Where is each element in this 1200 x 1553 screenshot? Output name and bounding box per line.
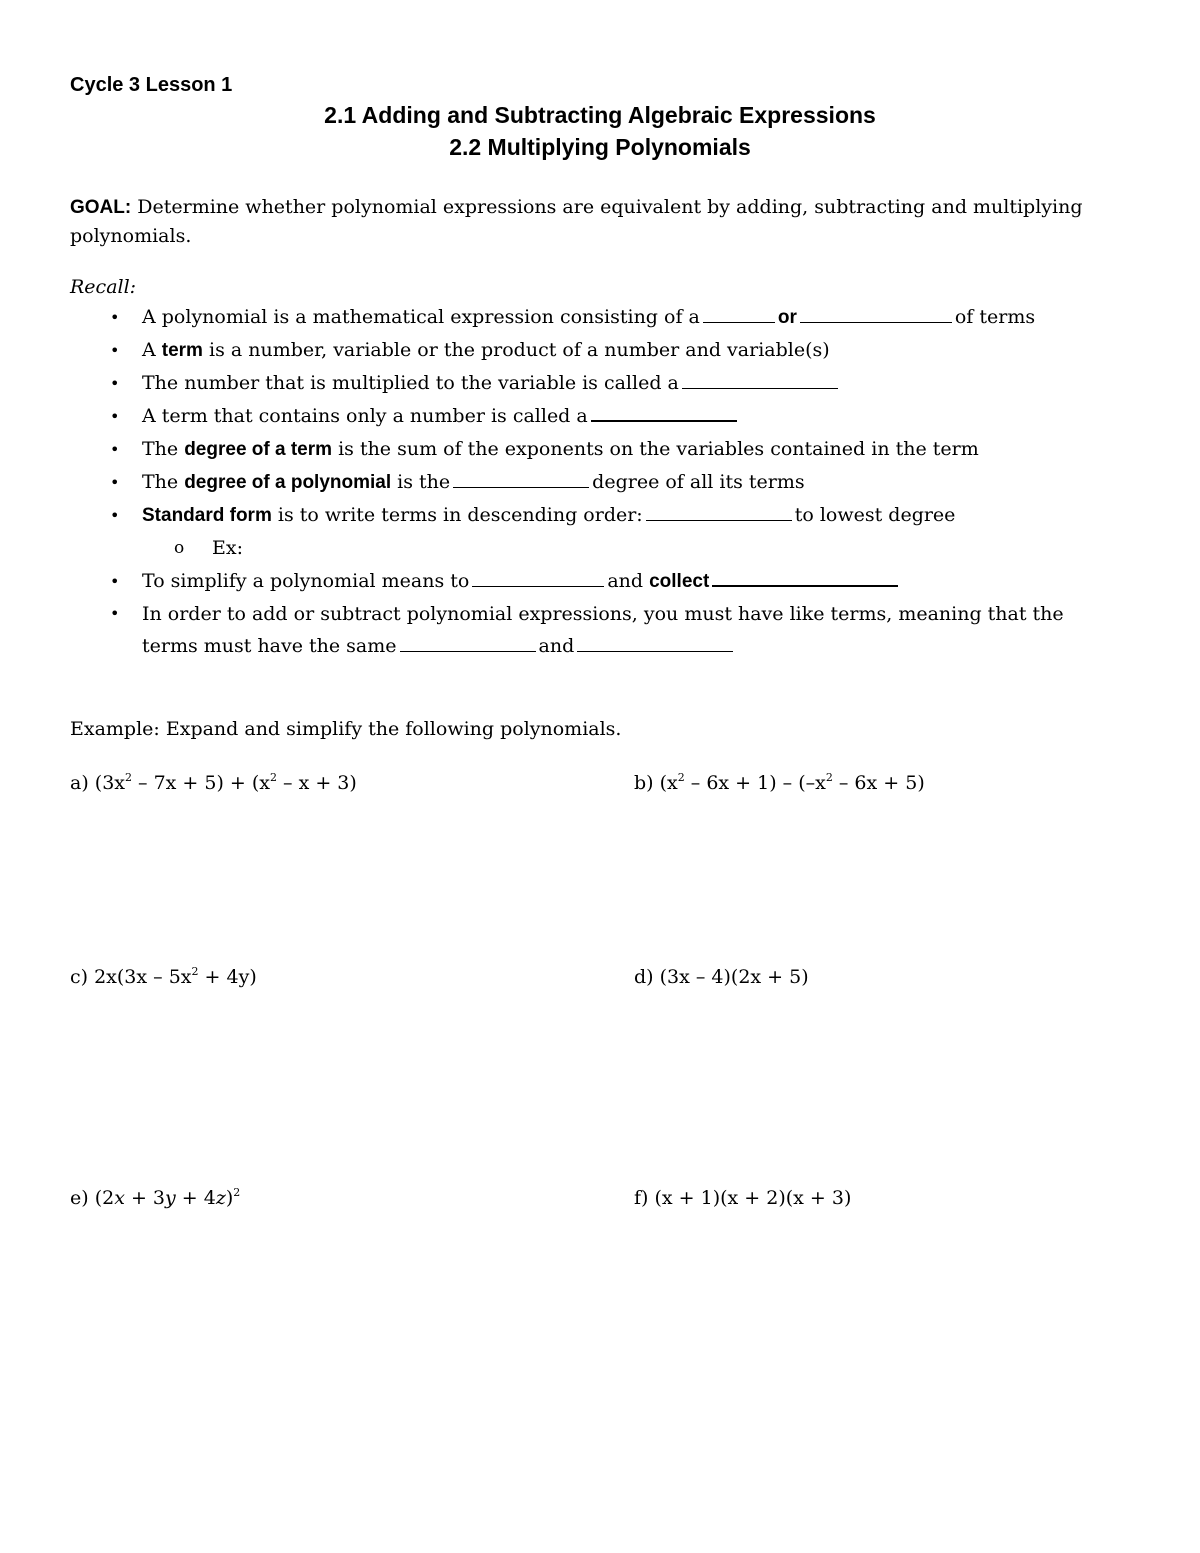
problem-d: d) (3x – 4)(2x + 5) [634, 966, 809, 988]
list-item [108, 400, 1108, 433]
list-item [108, 466, 1108, 499]
bold-term: collect [649, 571, 710, 592]
problem-text: – x + 3) [277, 772, 357, 794]
problem-text: b) (x [634, 772, 678, 794]
problem-e [70, 1187, 240, 1209]
problem-c [70, 966, 257, 988]
recall-heading: Recall: [70, 276, 137, 298]
list-item [108, 367, 1108, 400]
bullet-text: A polynomial is a mathematical expression consisting of a [142, 306, 700, 328]
bullet-text: The [142, 471, 185, 493]
variable: y [165, 1187, 176, 1209]
problem-text: ) [225, 1187, 234, 1209]
list-item [108, 499, 1108, 532]
variable: z [215, 1187, 226, 1209]
bullet-text: In order to add or subtract polynomial expressions, you must have like terms, meaning that the terms must have the same [142, 603, 1064, 657]
problem-text: + 4y) [198, 966, 257, 988]
bullet-text: and [538, 635, 575, 657]
bullet-text: A [142, 339, 162, 361]
problem-b [634, 772, 925, 794]
fill-blank[interactable] [712, 567, 898, 587]
example-instructions: Example: Expand and simplify the following polynomials. [70, 718, 622, 740]
lesson-title-2: 2.2 Multiplying Polynomials [449, 134, 751, 160]
recall-list [108, 301, 1108, 662]
bullet-icon: • [110, 473, 120, 492]
problem-f: f) (x + 1)(x + 2)(x + 3) [634, 1187, 852, 1209]
list-item [108, 334, 1108, 367]
sub-bullet-icon: o [174, 538, 185, 558]
list-item [108, 598, 1108, 662]
problem-text: – 6x + 5) [832, 772, 925, 794]
problem-text: a) (3x [70, 772, 125, 794]
cycle-label: Cycle 3 Lesson 1 [70, 74, 233, 96]
fill-blank[interactable] [703, 304, 775, 323]
bold-term: term [161, 340, 203, 361]
fill-blank[interactable] [577, 633, 733, 652]
problem-text: + 4 [175, 1187, 216, 1209]
bullet-text: A term that contains only a number is called a [142, 405, 588, 427]
goal-label: GOAL: [70, 197, 132, 218]
fill-blank[interactable] [682, 370, 838, 389]
bullet-text: To simplify a polynomial means to [142, 570, 470, 592]
bullet-text: is the [391, 471, 451, 493]
bullet-icon: • [110, 440, 120, 459]
lesson-title-1: 2.1 Adding and Subtracting Algebraic Expressions [324, 102, 876, 128]
variable: x [114, 1187, 125, 1209]
list-item [108, 433, 1108, 466]
bullet-text: The number that is multiplied to the variable is called a [142, 372, 679, 394]
list-item [108, 301, 1108, 334]
problem-text: e) (2 [70, 1187, 115, 1209]
bold-term: degree of a polynomial [184, 472, 392, 493]
exponent: 2 [270, 771, 278, 784]
bullet-icon: • [110, 572, 120, 591]
bullet-text: Ex: [212, 537, 243, 559]
bullet-icon: • [110, 374, 120, 393]
exponent: 2 [677, 771, 685, 784]
bullet-icon: • [110, 407, 120, 426]
fill-blank[interactable] [646, 502, 792, 521]
fill-blank[interactable] [453, 469, 589, 488]
bold-term: Standard form [142, 505, 272, 526]
bullet-text: is a number, variable or the product of a number and variable(s) [202, 339, 830, 361]
bold-term: degree of a term [184, 439, 333, 460]
bold-term: or [777, 307, 797, 328]
bullet-icon: • [110, 341, 120, 360]
fill-blank[interactable] [591, 402, 737, 422]
problem-text: – 6x + 1) – (–x [684, 772, 826, 794]
fill-blank[interactable] [800, 304, 952, 323]
bullet-icon: • [110, 506, 120, 525]
goal-paragraph [70, 193, 1140, 251]
bullet-text: is to write terms in descending order: [271, 504, 643, 526]
bullet-icon: • [110, 308, 120, 327]
bullet-text: and [607, 570, 644, 592]
bullet-text: degree of all its terms [592, 471, 805, 493]
problem-text: c) 2x(3x – 5x [70, 966, 192, 988]
problem-text: – 7x + 5) + (x [132, 772, 271, 794]
bullet-icon: • [110, 604, 120, 623]
goal-text: Determine whether polynomial expressions are equivalent by adding, subtracting and multiplying polynomials. [70, 196, 1083, 247]
exponent: 2 [191, 965, 199, 978]
problem-text: + 3 [124, 1187, 166, 1209]
fill-blank[interactable] [400, 633, 536, 652]
bullet-text: is the sum of the exponents on the variables contained in the term [332, 438, 979, 460]
fill-blank[interactable] [472, 568, 604, 587]
problem-a [70, 772, 357, 794]
exponent: 2 [125, 771, 132, 784]
list-item [108, 565, 1108, 598]
exponent: 2 [825, 771, 833, 784]
bullet-text: The [142, 438, 185, 460]
bullet-text: to lowest degree [794, 504, 956, 526]
exponent: 2 [233, 1186, 241, 1199]
list-item [108, 532, 1108, 565]
bullet-text: of terms [954, 306, 1036, 328]
